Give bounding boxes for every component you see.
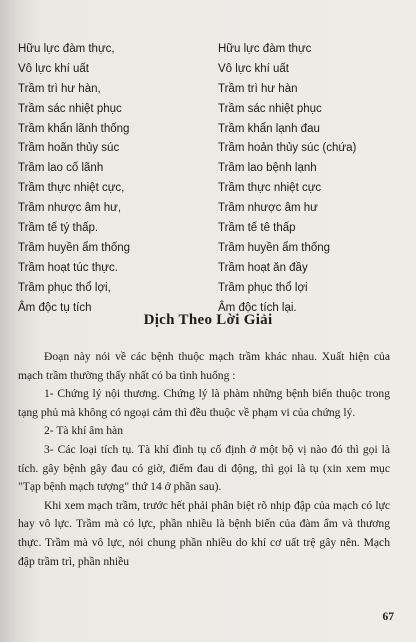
- verse-line: Hữu lực đàm thực: [218, 43, 312, 55]
- verse-line: Trầm hoãn thủy súc: [18, 142, 120, 155]
- verse-line: Trầm hoản thủy súc (chứa): [218, 142, 357, 155]
- verse-line: Trầm lao cố lãnh: [18, 162, 104, 175]
- verse-line: Trầm sác nhiệt phục: [218, 102, 322, 115]
- verse-line: Hữu lực đàm thực,: [18, 43, 115, 55]
- verse-line: Trầm tế tý thấp.: [18, 222, 99, 235]
- verse-line: Trầm nhược âm hư: [218, 202, 318, 215]
- verse-line: Trầm hoạt ăn đầy: [218, 261, 308, 274]
- page-number: 67: [382, 611, 394, 623]
- verse-line: Vô lực khí uất: [18, 62, 89, 75]
- verse-line: Trầm trì hư hàn: [218, 82, 298, 95]
- verse-line: Trầm huyền ẩm thống: [218, 241, 331, 254]
- verse-line: Trầm nhược âm hư,: [18, 202, 122, 215]
- verse-line: Trầm trì hư hàn,: [18, 82, 101, 95]
- verse-line: Trầm tế tê thấp: [218, 222, 296, 235]
- body-text: [18, 348, 390, 571]
- verse-column-original: [18, 40, 208, 318]
- paragraph: 1- Chứng lý nội thương. Chứng lý là phàm những bệnh biến thuộc trong tạng phủ mà không có ngoại cảm thì đều thuộc về phạm vi của chứng lý.: [18, 387, 390, 419]
- verse-column-translation: [218, 40, 408, 318]
- verse-line: Trầm lao bệnh lạnh: [218, 162, 317, 175]
- verse-line: Trầm hoạt túc thực.: [18, 261, 118, 274]
- verse-line: Trầm huyền ẩm thống: [18, 241, 131, 254]
- section-heading: Dịch Theo Lời Giải: [143, 312, 273, 328]
- verse-line: Trầm thực nhiệt cực: [218, 182, 322, 195]
- paragraph: Khi xem mạch trầm, trước hết phải phân biệt rõ nhịp đập của mạch có lực hay vô lực. Trầm mà có lực, phần nhiều là bệnh biến của đàm ẩm và thương thực. Trầm mà vô lực, nói chung phần nhiều do khí cơ uất trệ gây nên. Mạch đập trầm trì, phần nhiều: [18, 498, 390, 568]
- verse-line: Trầm thực nhiệt cực,: [18, 182, 125, 195]
- verse-line: Trầm sác nhiệt phục: [18, 102, 122, 115]
- verse-line: Trầm khẩn lạnh đau: [218, 122, 320, 135]
- verse-line: Âm độc tích lại.: [218, 301, 297, 314]
- verse-line: Trầm phục thổ lợi: [218, 281, 308, 294]
- paragraph: 3- Các loại tích tụ. Tà khí đình tụ cố định ở một bộ vị nào đó thì gọi là tích. gây bệnh gây đau có giờ, điểm đau di động, thì gọi là tụ (xin xem mục "Tạp bệnh mạch tượng" thứ 14 ở phần sau).: [18, 442, 390, 494]
- verse-line: Âm độc tụ tích: [18, 301, 92, 314]
- verse-line: Trầm phục thổ lợi,: [18, 281, 111, 294]
- verse-line: Vô lực khí uất: [218, 62, 289, 75]
- paragraph: Đoạn này nói về các bệnh thuộc mạch trầm khác nhau. Xuất hiện của mạch trầm thường thấy nhất có ba tình huống :: [18, 350, 390, 382]
- paragraph: 2- Tà khí âm hàn: [44, 424, 123, 438]
- verse-line: Trầm khẩn lãnh thống: [18, 122, 130, 135]
